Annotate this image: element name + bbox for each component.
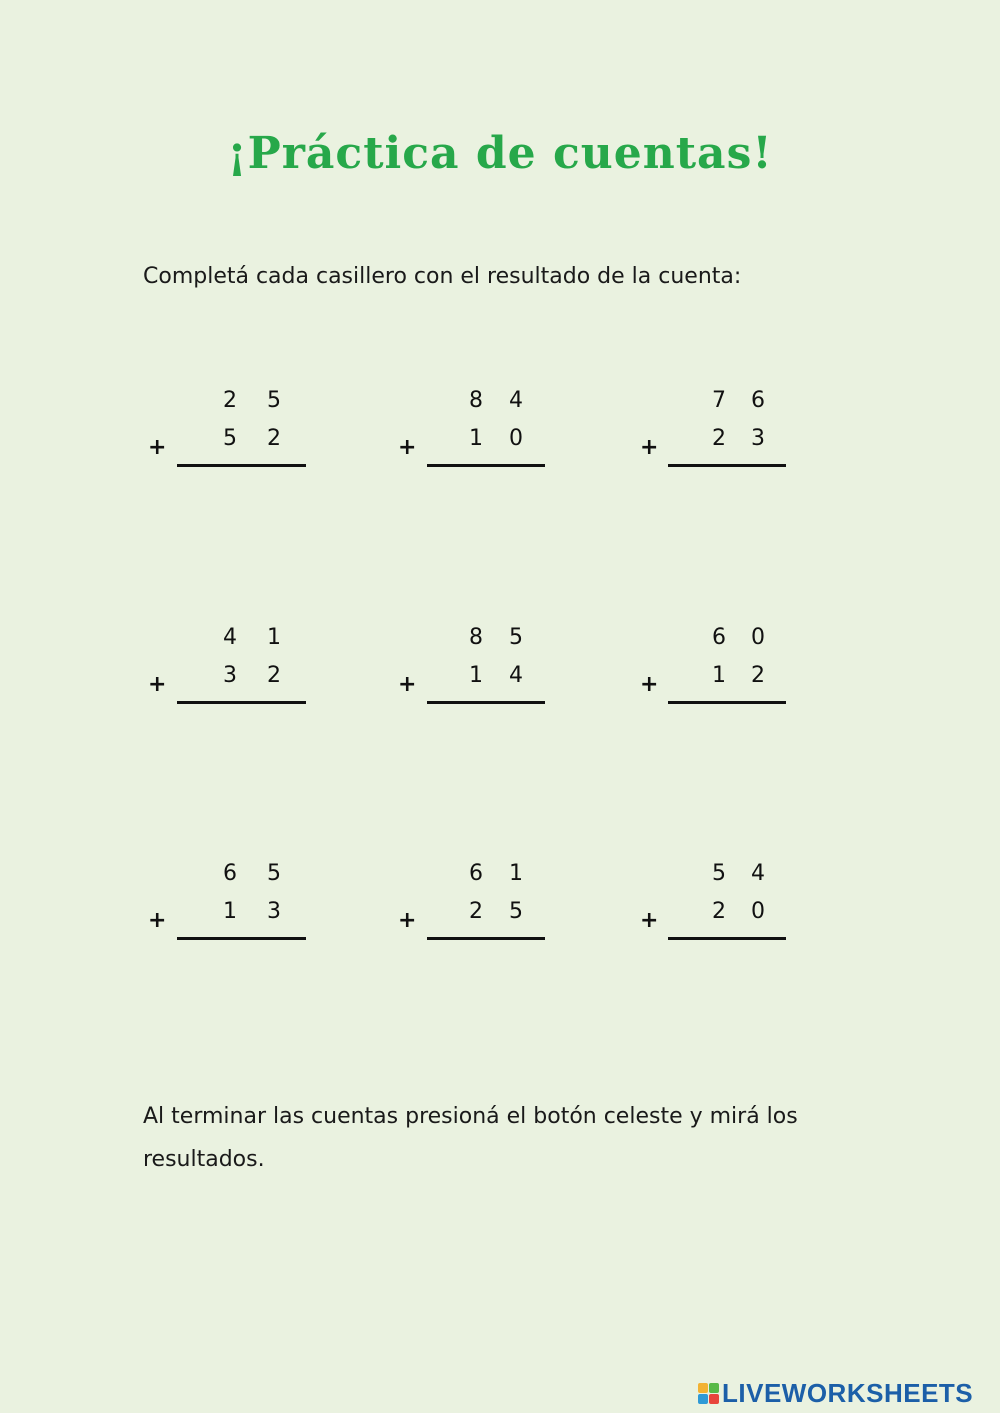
plus-sign: + — [398, 908, 417, 933]
bottom-digit: 1 — [469, 426, 483, 451]
bottom-digit: 2 — [267, 663, 281, 688]
sum-line — [668, 464, 786, 467]
liveworksheets-logo — [698, 1378, 973, 1408]
top-digit: 4 — [751, 861, 765, 886]
bottom-digit: 2 — [712, 899, 726, 924]
addition-problem — [398, 388, 558, 468]
top-digit: 5 — [509, 625, 523, 650]
logo-icon — [698, 1383, 719, 1404]
bottom-digit: 4 — [509, 663, 523, 688]
top-digit: 6 — [223, 861, 237, 886]
top-digit: 4 — [509, 388, 523, 413]
bottom-digit: 5 — [509, 899, 523, 924]
sum-line — [177, 937, 306, 940]
addition-problem — [640, 388, 800, 468]
top-digit: 8 — [469, 388, 483, 413]
footer-instructions: Al terminar las cuentas presioná el botón celeste y mirá los resultados. — [143, 1104, 798, 1172]
logo-square-1 — [698, 1383, 708, 1393]
addition-problem — [640, 625, 800, 705]
instructions-text: Completá cada casillero con el resultado de la cuenta: — [143, 264, 742, 289]
sum-line — [668, 937, 786, 940]
bottom-digit: 2 — [469, 899, 483, 924]
plus-sign: + — [640, 672, 659, 697]
top-digit: 5 — [712, 861, 726, 886]
bottom-digit: 5 — [223, 426, 237, 451]
sum-line — [177, 701, 306, 704]
bottom-digit: 2 — [267, 426, 281, 451]
top-digit: 2 — [223, 388, 237, 413]
top-digit: 6 — [712, 625, 726, 650]
top-digit: 8 — [469, 625, 483, 650]
top-digit: 0 — [751, 625, 765, 650]
sum-line — [427, 701, 545, 704]
top-digit: 1 — [509, 861, 523, 886]
plus-sign: + — [398, 672, 417, 697]
plus-sign: + — [398, 435, 417, 460]
plus-sign: + — [148, 908, 167, 933]
sum-line — [177, 464, 306, 467]
addition-problem — [148, 625, 308, 705]
bottom-digit: 0 — [751, 899, 765, 924]
top-digit: 1 — [267, 625, 281, 650]
sum-line — [427, 464, 545, 467]
logo-square-3 — [698, 1394, 708, 1404]
bottom-digit: 3 — [223, 663, 237, 688]
addition-problem — [398, 861, 558, 941]
top-digit: 4 — [223, 625, 237, 650]
top-digit: 6 — [469, 861, 483, 886]
plus-sign: + — [148, 435, 167, 460]
logo-square-2 — [709, 1383, 719, 1393]
bottom-digit: 1 — [712, 663, 726, 688]
top-digit: 5 — [267, 861, 281, 886]
sum-line — [427, 937, 545, 940]
addition-problem — [398, 625, 558, 705]
addition-problem — [148, 861, 308, 941]
top-digit: 5 — [267, 388, 281, 413]
bottom-digit: 2 — [751, 663, 765, 688]
bottom-digit: 0 — [509, 426, 523, 451]
addition-problem — [640, 861, 800, 941]
plus-sign: + — [640, 908, 659, 933]
bottom-digit: 3 — [751, 426, 765, 451]
bottom-digit: 3 — [267, 899, 281, 924]
sum-line — [668, 701, 786, 704]
bottom-digit: 1 — [469, 663, 483, 688]
top-digit: 7 — [712, 388, 726, 413]
bottom-digit: 2 — [712, 426, 726, 451]
plus-sign: + — [148, 672, 167, 697]
addition-problem — [148, 388, 308, 468]
bottom-digit: 1 — [223, 899, 237, 924]
logo-square-4 — [709, 1394, 719, 1404]
top-digit: 6 — [751, 388, 765, 413]
plus-sign: + — [640, 435, 659, 460]
logo-text: LIVEWORKSHEETS — [722, 1377, 974, 1408]
page-title: ¡Práctica de cuentas! — [227, 128, 773, 179]
